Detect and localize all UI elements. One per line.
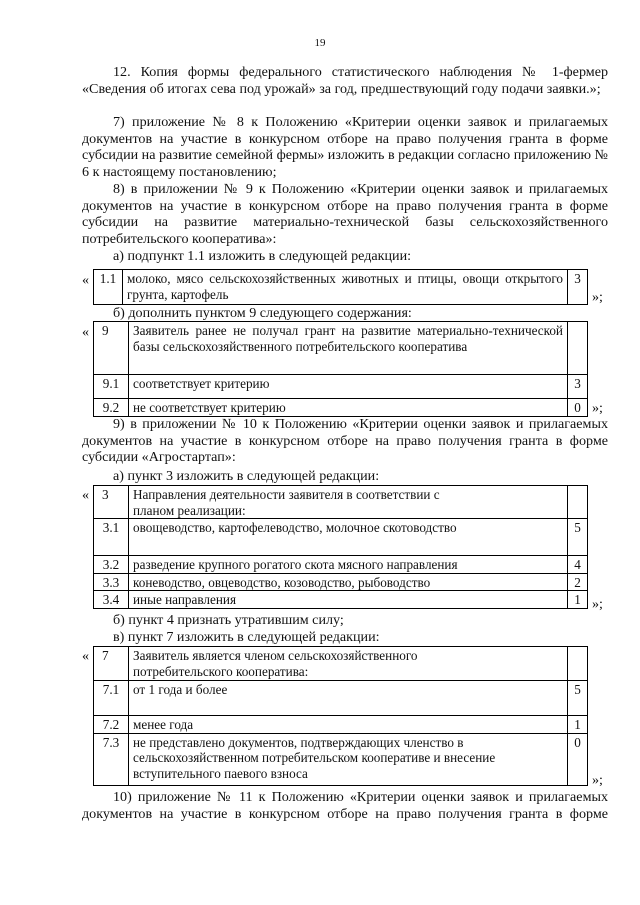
row-score: 4	[568, 556, 588, 574]
row-number: 3.1	[94, 519, 129, 556]
table-row	[94, 375, 588, 399]
paragraph-7: 7) приложение № 8 к Положению «Критерии оценки заявок и прилагаемых документов на участие в конкурсном отборе на право получения гранта в форме субсидии на развитие семейной фермы» изложить в редакции согласно приложению № 6 к настоящему постановлению;	[82, 114, 609, 180]
row-score	[568, 647, 588, 681]
row-number: 3.4	[94, 591, 129, 609]
row-text: соответствует критерию	[129, 375, 568, 399]
quote-open-3: «	[82, 487, 90, 503]
table-row	[94, 519, 588, 556]
row-number: 7	[94, 647, 129, 681]
paragraph-8b: б) дополнить пунктом 9 следующего содержания:	[113, 305, 412, 321]
paragraph-9b: б) пункт 4 признать утратившим силу;	[113, 612, 344, 628]
row-text: от 1 года и более	[129, 681, 568, 716]
row-number: 3.3	[94, 573, 129, 591]
row-score	[568, 486, 588, 519]
row-text: Направления деятельности заявителя в соответствии с планом реализации:	[129, 486, 568, 519]
row-score: 5	[568, 519, 588, 556]
row-number: 9.2	[94, 399, 129, 417]
row-number: 3.2	[94, 556, 129, 574]
row-score: 0	[568, 733, 588, 785]
paragraph-8a: а) подпункт 1.1 изложить в следующей редакции:	[113, 248, 412, 264]
row-score: 2	[568, 573, 588, 591]
paragraph-10: 10) приложение № 11 к Положению «Критерии оценки заявок и прилагаемых документов на участие в конкурсном отборе на право получения гранта в форме	[82, 789, 608, 822]
row-text: молоко, мясо сельскохозяйственных животных и птицы, овощи открытого грунта, картофель	[123, 270, 568, 305]
page-number: 19	[314, 37, 326, 49]
row-score: 3	[568, 270, 588, 305]
table-9	[93, 321, 588, 417]
row-score: 0	[568, 399, 588, 417]
row-text: разведение крупного рогатого скота мясного направления	[129, 556, 568, 574]
row-text: Заявитель является членом сельскохозяйственного потребительского кооператива:	[129, 647, 568, 681]
table-row	[94, 322, 588, 375]
row-score: 5	[568, 681, 588, 716]
table-7	[93, 646, 588, 786]
row-text: коневодство, овцеводство, козоводство, рыбоводство	[129, 573, 568, 591]
table-row	[94, 573, 588, 591]
row-number: 1.1	[94, 270, 123, 305]
quote-open-2: «	[82, 324, 90, 340]
quote-close-4: »;	[592, 772, 603, 788]
paragraph-8: 8) в приложении № 9 к Положению «Критерии оценки заявок и прилагаемых документов на участие в конкурсном отборе на право получения гранта в форме субсидии на развитие материально-технической базы сельскохозяйственного потребительского кооператива»:	[82, 181, 608, 247]
quote-open-4: «	[82, 648, 90, 664]
table-row	[94, 399, 588, 417]
row-text: иные направления	[129, 591, 568, 609]
table-row	[94, 716, 588, 734]
table-row	[94, 486, 588, 519]
quote-close-3: »;	[592, 596, 603, 612]
paragraph-9: 9) в приложении № 10 к Положению «Критерии оценки заявок и прилагаемых документов на участие в конкурсном отборе на право получения гранта в форме субсидии «Агростартап»:	[82, 416, 608, 466]
table-1-1	[93, 269, 588, 305]
table-row	[94, 556, 588, 574]
row-score	[568, 322, 588, 375]
quote-close-2: »;	[592, 400, 603, 416]
row-score: 1	[568, 591, 588, 609]
paragraph-9c: в) пункт 7 изложить в следующей редакции:	[113, 629, 380, 645]
table-row	[94, 733, 588, 785]
row-number: 7.2	[94, 716, 129, 734]
row-text: Заявитель ранее не получал грант на развитие материально-технической базы сельскохозяйственного потребительского кооператива	[129, 322, 568, 375]
row-number: 9	[94, 322, 129, 375]
table-row	[94, 681, 588, 716]
paragraph-9a: а) пункт 3 изложить в следующей редакции:	[113, 468, 380, 484]
row-score: 3	[568, 375, 588, 399]
row-number: 3	[94, 486, 129, 519]
paragraph-12: 12. Копия формы федерального статистического наблюдения № 1-фермер «Сведения об итогах сева под урожай» за год, предшествующий году подачи заявки.»;	[82, 64, 608, 97]
row-text: менее года	[129, 716, 568, 734]
row-number: 7.3	[94, 733, 129, 785]
row-score: 1	[568, 716, 588, 734]
row-number: 9.1	[94, 375, 129, 399]
row-text: овощеводство, картофелеводство, молочное скотоводство	[129, 519, 568, 556]
table-row	[94, 270, 588, 305]
row-text: не представлено документов, подтверждающих членство в сельскохозяйственном потребительском кооперативе и внесение вступительного паевого взноса	[129, 733, 568, 785]
table-row	[94, 647, 588, 681]
row-text: не соответствует критерию	[129, 399, 568, 417]
table-row	[94, 591, 588, 609]
table-3	[93, 485, 588, 609]
quote-close-1: »;	[592, 289, 603, 305]
row-number: 7.1	[94, 681, 129, 716]
quote-open-1: «	[82, 272, 90, 288]
